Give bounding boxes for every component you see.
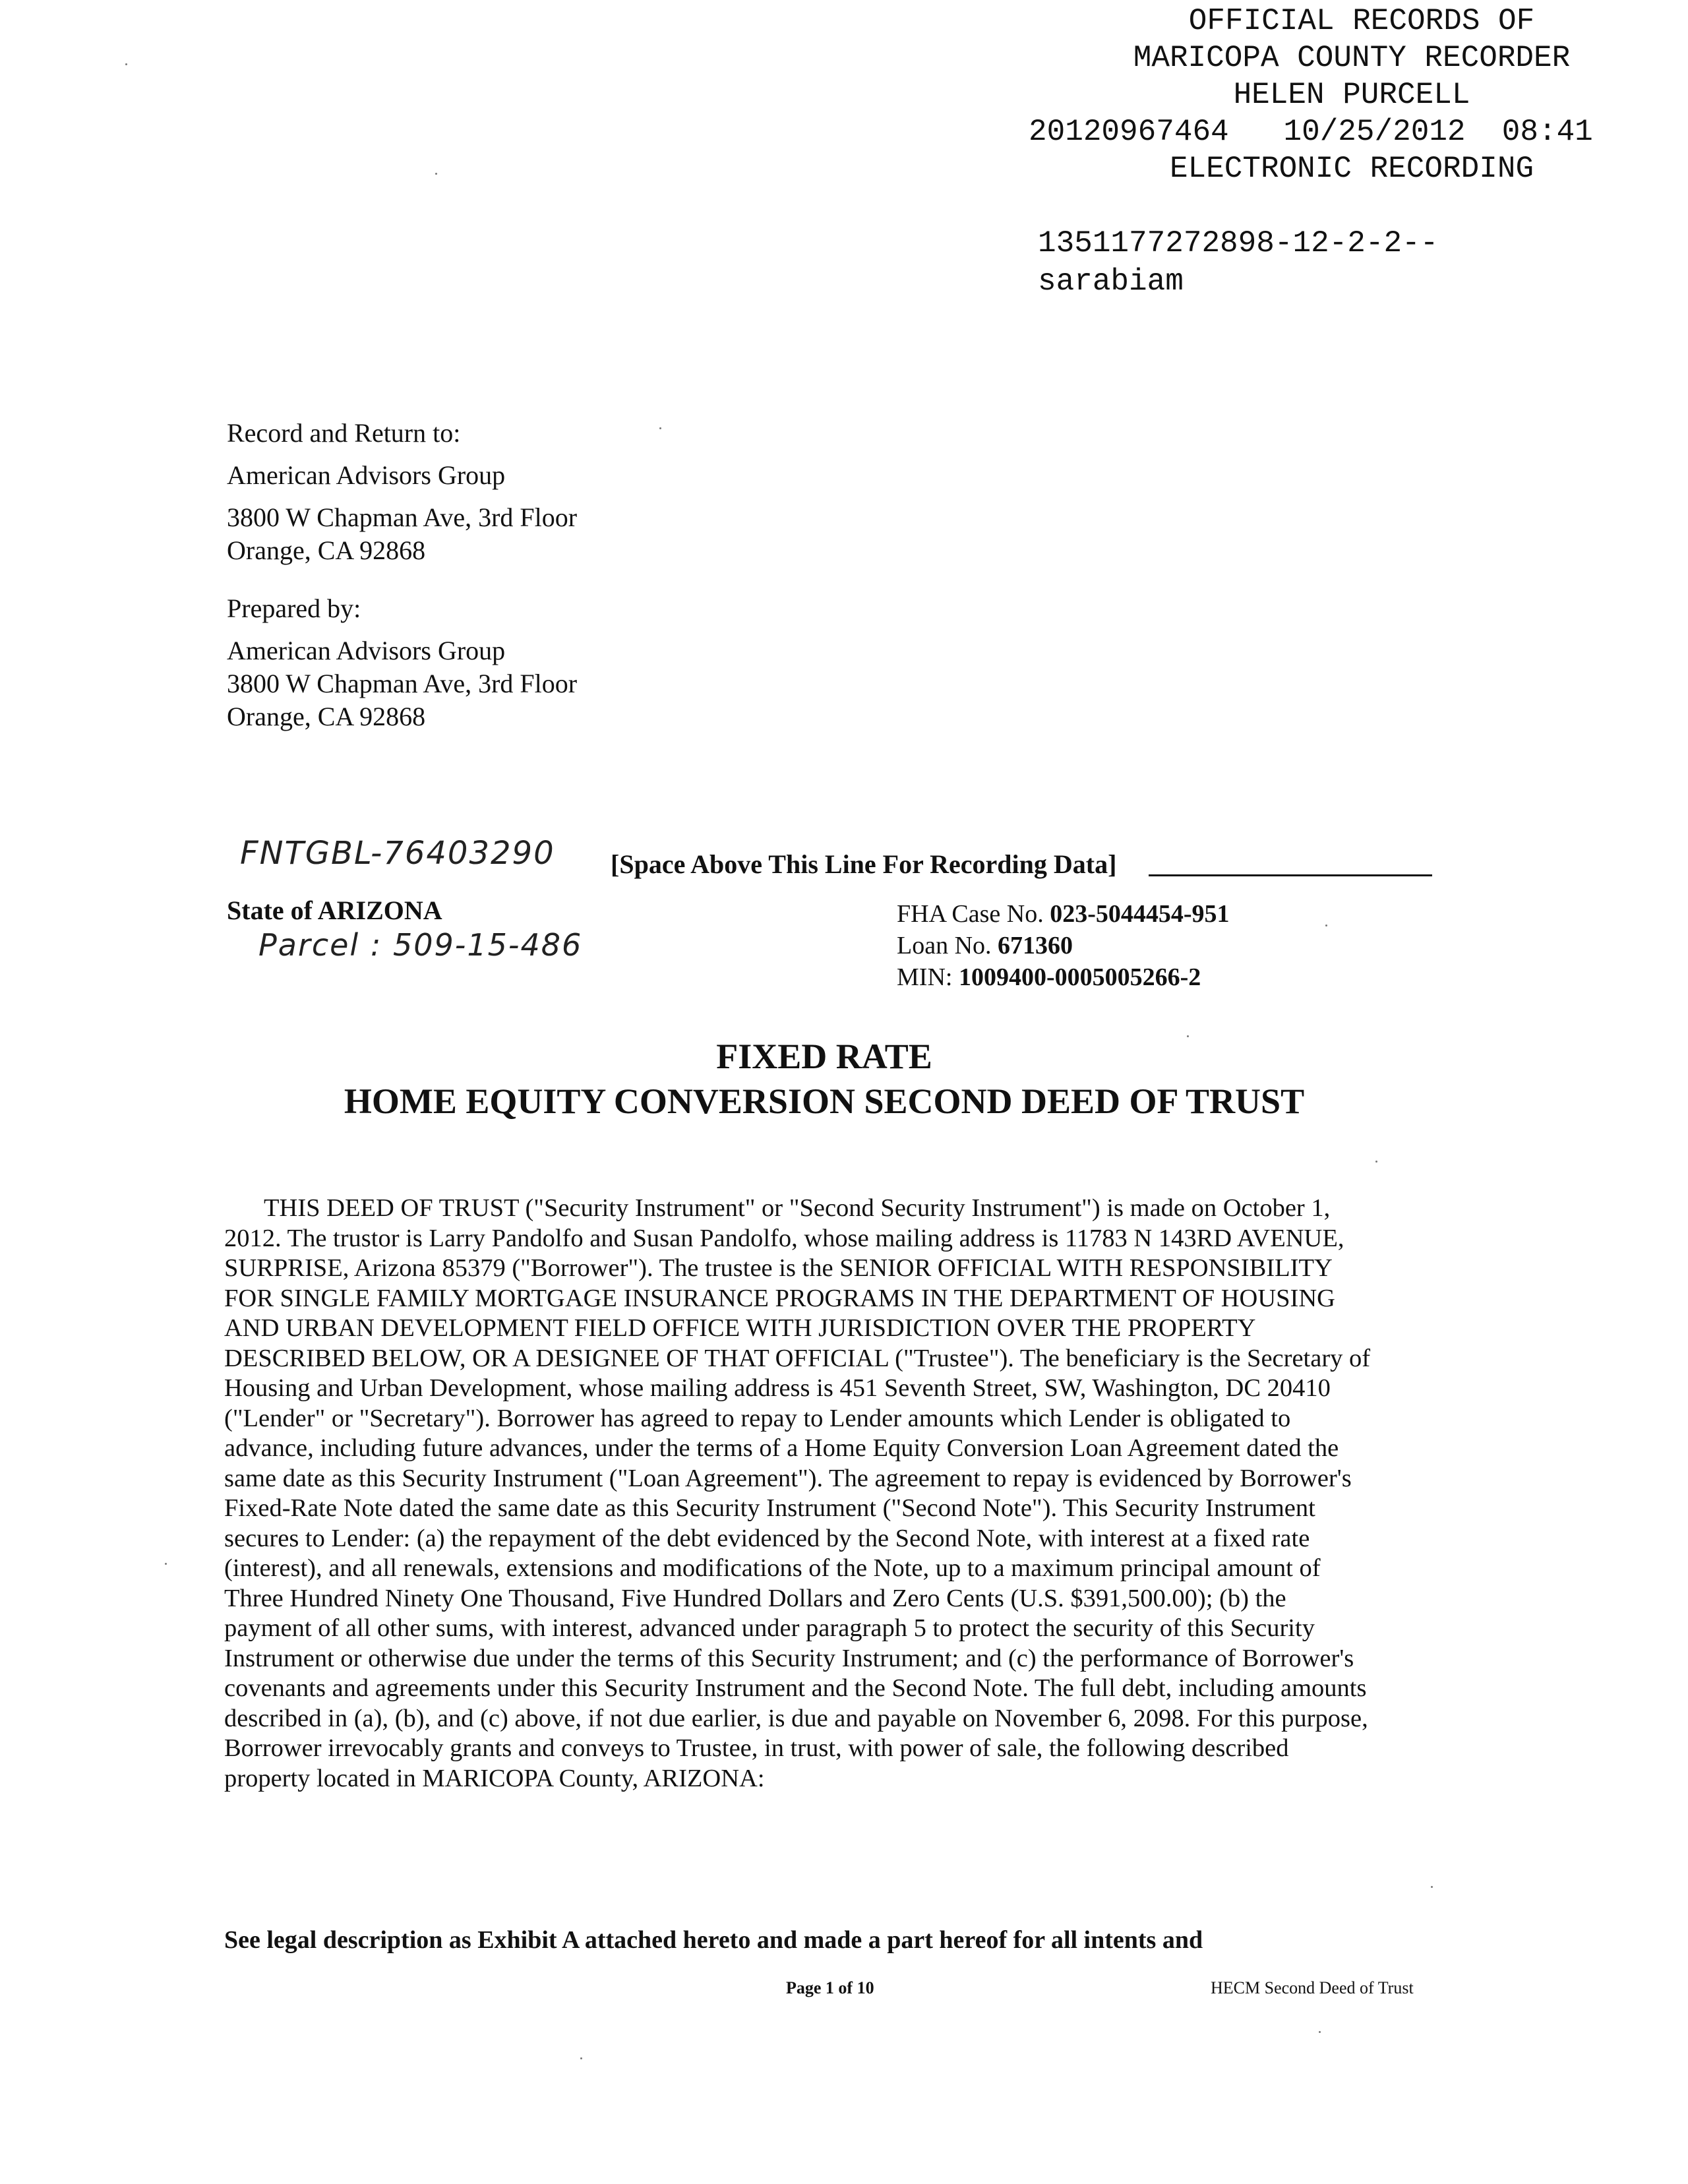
state-value: ARIZONA: [317, 895, 442, 925]
prepared-by-heading: Prepared by:: [227, 593, 361, 623]
loan-info-block: [897, 898, 1230, 993]
recording-date: 10/25/2012: [1283, 115, 1466, 149]
scan-speck: [125, 63, 127, 65]
scan-speck: [1187, 1035, 1189, 1037]
recorder-stamp: [1029, 3, 1675, 187]
scan-speck: [435, 173, 437, 175]
fha-case-line: FHA Case No. 023-5044454-951: [897, 900, 1230, 928]
record-return-name: American Advisors Group: [227, 460, 506, 490]
fha-case-number: 023-5044454-951: [1050, 900, 1230, 928]
reference-code: 1351177272898-12-2-2--: [1038, 226, 1439, 260]
scan-speck: [1319, 2031, 1321, 2033]
prepared-by-city: Orange, CA 92868: [227, 702, 426, 731]
recorder-line-4: [1029, 113, 1675, 150]
recording-data-rule: [1149, 874, 1432, 876]
scan-speck: [580, 2057, 582, 2059]
recording-time: 08:41: [1501, 115, 1593, 149]
recorder-line-2: MARICOPA COUNTY RECORDER: [1133, 41, 1571, 75]
handwritten-order-number: FNTGBL-76403290: [240, 835, 555, 872]
scan-speck: [1325, 925, 1327, 926]
state-line: [227, 894, 442, 927]
scan-speck: [659, 427, 661, 429]
prepared-by-street: 3800 W Chapman Ave, 3rd Floor: [227, 669, 578, 698]
footer-document-name: HECM Second Deed of Trust: [1211, 1978, 1414, 1997]
prepared-by-name: American Advisors Group: [227, 636, 506, 665]
record-return-block: [227, 417, 577, 567]
scan-speck: [165, 1563, 167, 1565]
prepared-by-block: [227, 592, 577, 733]
record-return-street: 3800 W Chapman Ave, 3rd Floor: [227, 502, 578, 532]
recording-data-header: [Space Above This Line For Recording Data]: [611, 849, 1117, 879]
deed-paragraph: THIS DEED OF TRUST ("Security Instrument" or "Second Security Instrument") is made on October 1, 2012. The trustor is Larry Pandolfo and Susan Pandolfo, whose mailing address is 11783 N 143RD AVENUE, SURPRISE, Arizona 85379 ("Borrower"). The trustee is the SENIOR OFFICIAL WITH RESPONSIBILITY FOR SINGLE FAMILY MORTGAGE INSURANCE PROGRAMS IN THE DEPARTMENT OF HOUSING AND URBAN DEVELOPMENT FIELD OFFICE WITH JURISDICTION OVER THE PROPERTY DESCRIBED BELOW, OR A DESIGNEE OF THAT OFFICIAL ("Trustee"). The beneficiary is the Secretary of Housing and Urban Development, whose mailing address is 451 Seventh Street, SW, Washington, DC 20410 ("Lender" or "Secretary"). Borrower has agreed to repay to Lender amounts which Lender is obligated to advance, including future advances, under the terms of a Home Equity Conversion Loan Agreement dated the same date as this Security Instrument ("Loan Agreement"). The agreement to repay is evidenced by Borrower's Fixed-Rate Note dated the same date as this Security Instrument ("Second Note"). This Security Instrument secures to Lender: (a) the repayment of the debt evidenced by the Second Note, with interest at a fixed rate (interest), and all renewals, extensions and modifications of the Note, up to a maximum principal amount of Three Hundred Ninety One Thousand, Five Hundred Dollars and Zero Cents (U.S. $391,500.00); (b) the payment of all other sums, with interest, advanced under paragraph 5 to protect the security of this Security Instrument or otherwise due under the terms of this Security Instrument; and (c) the performance of Borrower's covenants and agreements under this Security Instrument and the Second Note. The full debt, including amounts described in (a), (b), and (c) above, if not due earlier, is due and payable on November 6, 2098. For this purpose, Borrower irrevocably grants and conveys to Trustee, in trust, with power of sale, the following described property located in MARICOPA County, ARIZONA:: [224, 1194, 1371, 1792]
loan-number-line: Loan No. 671360: [897, 932, 1073, 959]
document-title-line-2: HOME EQUITY CONVERSION SECOND DEED OF TRUST: [344, 1081, 1305, 1121]
deed-body: [224, 1194, 1373, 1794]
state-label: State of: [227, 895, 318, 925]
record-return-city: Orange, CA 92868: [227, 535, 426, 565]
loan-number: 671360: [998, 932, 1073, 959]
scan-speck: [1431, 1886, 1433, 1888]
scan-speck: [1375, 1161, 1377, 1163]
recorder-line-5: ELECTRONIC RECORDING: [1169, 152, 1534, 186]
document-title-line-1: FIXED RATE: [716, 1037, 932, 1076]
min-number: 1009400-0005005266-2: [958, 963, 1201, 991]
recording-number: 20120967464: [1029, 115, 1229, 149]
recording-reference: [1038, 224, 1438, 301]
record-return-heading: Record and Return to:: [227, 418, 461, 448]
exhibit-reference: See legal description as Exhibit A attached hereto and made a part hereof for all intents and: [224, 1926, 1203, 1954]
recorder-line-3: HELEN PURCELL: [1233, 78, 1470, 112]
page-number: Page 1 of 10: [786, 1978, 874, 1997]
min-line: MIN: 1009400-0005005266-2: [897, 963, 1201, 991]
handwritten-parcel-number: Parcel : 509-15-486: [258, 927, 583, 963]
recorder-line-1: OFFICIAL RECORDS OF: [1188, 4, 1535, 38]
clerk-id: sarabiam: [1038, 264, 1184, 299]
